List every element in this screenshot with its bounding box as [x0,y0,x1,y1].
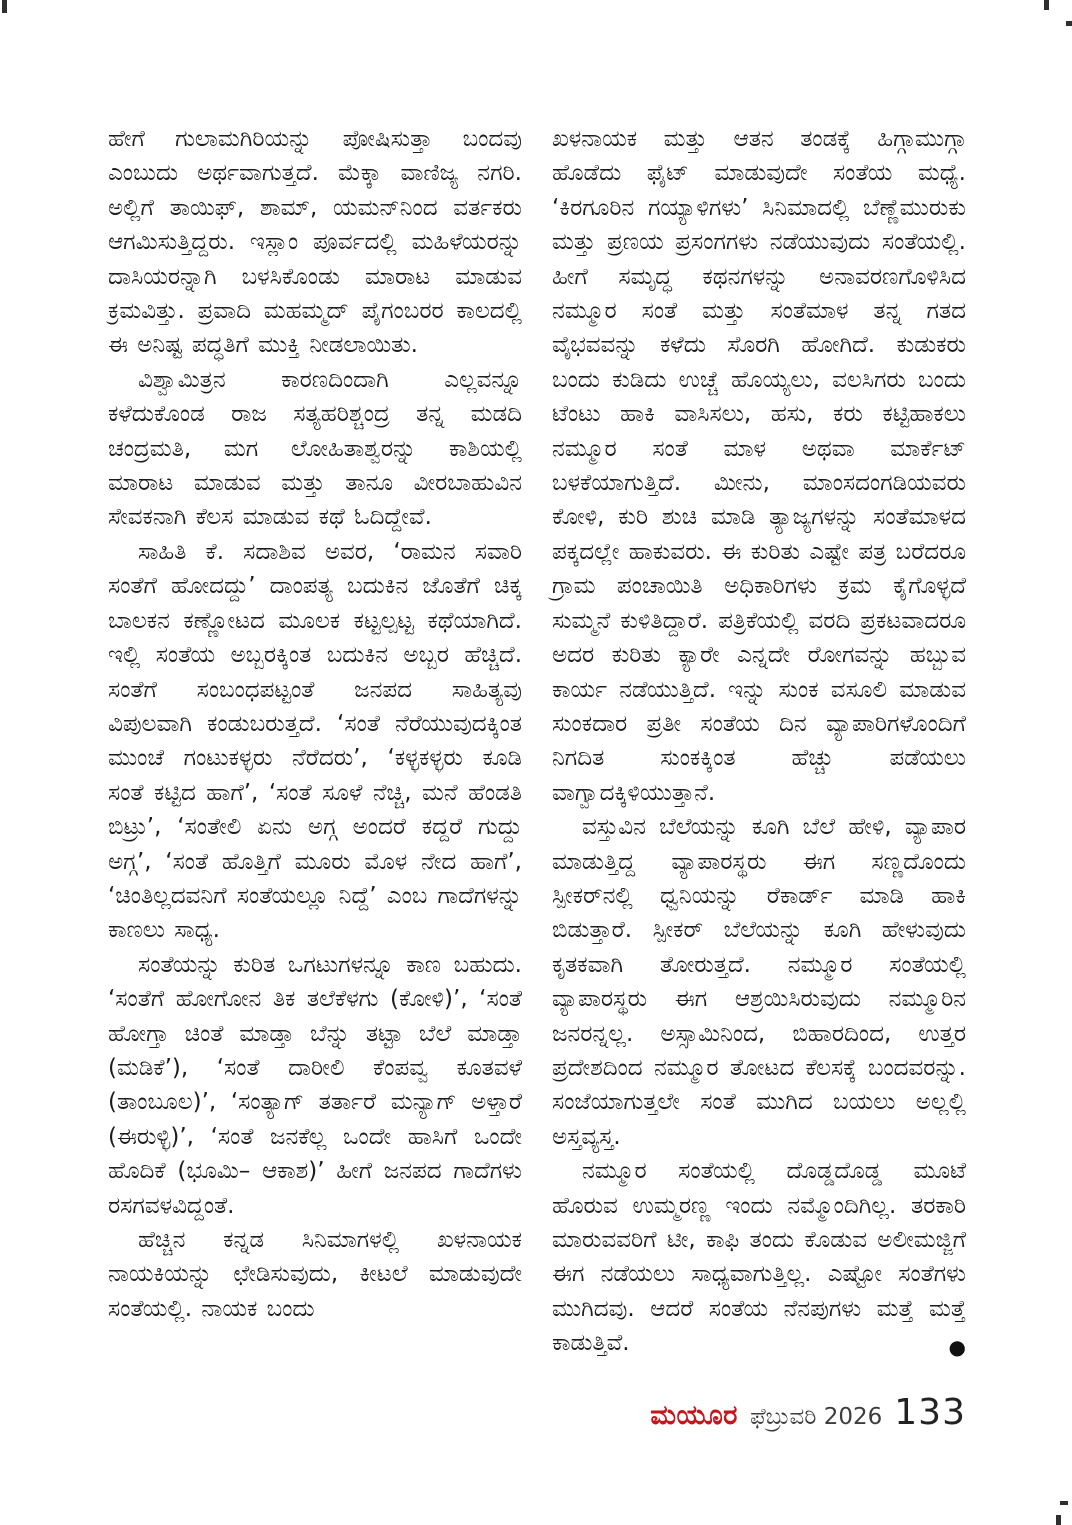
magazine-logo: ಮಯೂರ [650,1400,738,1431]
page-footer [552,1392,966,1433]
end-of-article-bullet-icon: ● [948,1334,966,1359]
crop-mark-top-right-bar [1044,0,1049,10]
paragraph: ಸಾಹಿತಿ ಕೆ. ಸದಾಶಿವ ಅವರ, ‘ರಾಮನ ಸವಾರಿ ಸಂತೆಗೆ ಹೋದದ್ದು’ ದಾಂಪತ್ಯ ಬದುಕಿನ ಜೊತೆಗೆ ಚಿಕ್ಕ ಬಾಲಕನ ಕಣ್ಣೋಟದ ಮೂಲಕ ಕಟ್ಟಲ್ಪಟ್ಟ ಕಥೆಯಾಗಿದೆ. ಇಲ್ಲಿ ಸಂತೆಯ ಅಬ್ಬರಕ್ಕಿಂತ ಬದುಕಿನ ಅಬ್ಬರ ಹೆಚ್ಚಿದೆ. ಸಂತೆಗೆ ಸಂಬಂಧಪಟ್ಟಂತೆ ಜನಪದ ಸಾಹಿತ್ಯವು ವಿಪುಲವಾಗಿ ಕಂಡುಬರುತ್ತದೆ. ‘ಸಂತೆ ನೆರೆಯುವುದಕ್ಕಿಂತ ಮುಂಚೆ ಗಂಟುಕಳ್ಳರು ನೆರೆದರು’, ‘ಕಳ್ಳಕಳ್ಳರು ಕೂಡಿ ಸಂತೆ ಕಟ್ಟಿದ ಹಾಗೆ’, ‘ಸಂತೆ ಸೂಳೆ ನೆಚ್ಚಿ, ಮನೆ ಹೆಂಡತಿ ಬಿಟ್ರು’, ‘ಸಂತೇಲಿ ಏನು ಅಗ್ಗ ಅಂದರೆ ಕದ್ದರೆ ಗುದ್ದು ಅಗ್ಗ’, ‘ಸಂತೆ ಹೊತ್ತಿಗೆ ಮೂರು ಮೊಳ ನೇದ ಹಾಗೆ’, ‘ಚಿಂತಿಲ್ಲದವನಿಗೆ ಸಂತೆಯಲ್ಲೂ ನಿದ್ದೆ’ ಎಂಬ ಗಾದೆಗಳನ್ನು ಕಾಣಲು ಸಾಧ್ಯ. [108,538,522,944]
paragraph: ವಸ್ತುವಿನ ಬೆಲೆಯನ್ನು ಕೂಗಿ ಬೆಲೆ ಹೇಳಿ, ವ್ಯಾಪಾರ ಮಾಡುತ್ತಿದ್ದ ವ್ಯಾಪಾರಸ್ಥರು ಈಗ ಸಣ್ಣದೊಂದು ಸ್ಪೀಕರ್‌ನಲ್ಲಿ ಧ್ವನಿಯನ್ನು ರೆಕಾರ್ಡ್ ಮಾಡಿ ಹಾಕಿ ಬಿಡುತ್ತಾರೆ. ಸ್ಪೀಕರ್ ಬೆಲೆಯನ್ನು ಕೂಗಿ ಹೇಳುವುದು ಕೃತಕವಾಗಿ ತೋರುತ್ತದೆ. ನಮ್ಮೂರ ಸಂತೆಯಲ್ಲಿ ವ್ಯಾಪಾರಸ್ಥರು ಈಗ ಆಶ್ರಯಿಸಿರುವುದು ನಮ್ಮೂರಿನ ಜನರನ್ನಲ್ಲ. ಅಸ್ಸಾಮಿನಿಂದ, ಬಿಹಾರದಿಂದ, ಉತ್ತರ ಪ್ರದೇಶದಿಂದ ನಮ್ಮೂರ ತೋಟದ ಕೆಲಸಕ್ಕೆ ಬಂದವರನ್ನು. ಸಂಜೆಯಾಗುತ್ತಲೇ ಸಂತೆ ಮುಗಿದ ಬಯಲು ಅಲ್ಲಲ್ಲಿ ಅಸ್ತವ್ಯಸ್ತ. [552,814,966,1150]
crop-mark-top-right-dash [1066,21,1072,26]
paragraph-text: ನಮ್ಮೂರ ಸಂತೆಯಲ್ಲಿ ದೊಡ್ಡದೊಡ್ಡ ಮೂಟೆ ಹೊರುವ ಉಮ್ಮರಣ್ಣ ಇಂದು ನಮ್ಮೊಂದಿಗಿಲ್ಲ. ತರಕಾರಿ ಮಾರುವವರಿಗೆ ಟೀ, ಕಾಫಿ ತಂದು ಕೊಡುವ ಅಲೀಮಜ್ಜಿಗೆ ಈಗ ನಡೆಯಲು ಸಾಧ್ಯವಾಗುತ್ತಿಲ್ಲ. ಎಷ್ಟೋ ಸಂತೆಗಳು ಮುಗಿದವು. ಆದರೆ ಸಂತೆಯ ನೆನಪುಗಳು ಮತ್ತೆ ಮತ್ತೆ ಕಾಡುತ್ತಿವೆ. [552,1158,966,1357]
paragraph: ಹೇಗೆ ಗುಲಾಮಗಿರಿಯನ್ನು ಪೋಷಿಸುತ್ತಾ ಬಂದವು ಎಂಬುದು ಅರ್ಥವಾಗುತ್ತದೆ. ಮೆಕ್ಕಾ ವಾಣಿಜ್ಯ ನಗರಿ. ಅಲ್ಲಿಗೆ ತಾಯಿಫ್, ಶಾಮ್, ಯಮನ್‌ನಿಂದ ವರ್ತಕರು ಆಗಮಿಸುತ್ತಿದ್ದರು. ಇಸ್ಲಾಂ ಪೂರ್ವದಲ್ಲಿ ಮಹಿಳೆಯರನ್ನು ದಾಸಿಯರನ್ನಾಗಿ ಬಳಸಿಕೊಂಡು ಮಾರಾಟ ಮಾಡುವ ಕ್ರಮವಿತ್ತು. ಪ್ರವಾದಿ ಮಹಮ್ಮದ್ ಪೈಗಂಬರರ ಕಾಲದಲ್ಲಿ ಈ ಅನಿಷ್ಟ ಪದ್ಧತಿಗೆ ಮುಕ್ತಿ ನೀಡಲಾಯಿತು. [108,126,522,359]
article-left-column [108,122,522,1326]
paragraph: ಖಳನಾಯಕ ಮತ್ತು ಆತನ ತಂಡಕ್ಕೆ ಹಿಗ್ಗಾಮುಗ್ಗಾ ಹೊಡೆದು ಫೈಟ್ ಮಾಡುವುದೇ ಸಂತೆಯ ಮಧ್ಯೆ. ‘ಕಿರಗೂರಿನ ಗಯ್ಯಾಳಿಗಳು’ ಸಿನಿಮಾದಲ್ಲಿ ಬೆಣ್ಣೆಮುರುಕು ಮತ್ತು ಪ್ರಣಯ ಪ್ರಸಂಗಗಳು ನಡೆಯುವುದು ಸಂತೆಯಲ್ಲಿ. ಹೀಗೆ ಸಮೃದ್ಧ ಕಥನಗಳನ್ನು ಅನಾವರಣಗೊಳಿಸಿದ ನಮ್ಮೂರ ಸಂತೆ ಮತ್ತು ಸಂತೆಮಾಳ ತನ್ನ ಗತದ ವೈಭವವನ್ನು ಕಳೆದು ಸೊರಗಿ ಹೋಗಿದೆ. ಕುಡುಕರು ಬಂದು ಕುಡಿದು ಉಚ್ಚೆ ಹೊಯ್ಯಲು, ವಲಸಿಗರು ಬಂದು ಟೆಂಟು ಹಾಕಿ ವಾಸಿಸಲು, ಹಸು, ಕರು ಕಟ್ಟಿಹಾಕಲು ನಮ್ಮೂರ ಸಂತೆ ಮಾಳ ಅಥವಾ ಮಾರ್ಕೆಟ್ ಬಳಕೆಯಾಗುತ್ತಿದೆ. ಮೀನು, ಮಾಂಸದಂಗಡಿಯವರು ಕೋಳಿ, ಕುರಿ ಶುಚಿ ಮಾಡಿ ತ್ಯಾಜ್ಯಗಳನ್ನು ಸಂತೆಮಾಳದ ಪಕ್ಕದಲ್ಲೇ ಹಾಕುವರು. ಈ ಕುರಿತು ಎಷ್ಟೇ ಪತ್ರ ಬರೆದರೂ ಗ್ರಾಮ ಪಂಚಾಯಿತಿ ಅಧಿಕಾರಿಗಳು ಕ್ರಮ ಕೈಗೊಳ್ಳದೆ ಸುಮ್ಮನೆ ಕುಳಿತಿದ್ದಾರೆ. ಪತ್ರಿಕೆಯಲ್ಲಿ ವರದಿ ಪ್ರಕಟವಾದರೂ ಅದರ ಕುರಿತು ಕ್ಯಾರೇ ಎನ್ನದೇ ರೋಗವನ್ನು ಹಬ್ಬುವ ಕಾರ್ಯ ನಡೆಯುತ್ತಿದೆ. ಇನ್ನು ಸುಂಕ ವಸೂಲಿ ಮಾಡುವ ಸುಂಕದಾರ ಪ್ರತೀ ಸಂತೆಯ ದಿನ ವ್ಯಾಪಾರಿಗಳೊಂದಿಗೆ ನಿಗದಿತ ಸುಂಕಕ್ಕಿಂತ ಹೆಚ್ಚು ಪಡೆಯಲು ವಾಗ್ವಾದಕ್ಕಿಳಿಯುತ್ತಾನೆ. [552,126,966,806]
crop-mark-top-left [2,0,7,13]
paragraph: ಹೆಚ್ಚಿನ ಕನ್ನಡ ಸಿನಿಮಾಗಳಲ್ಲಿ ಖಳನಾಯಕ ನಾಯಕಿಯನ್ನು ಛೇಡಿಸುವುದು, ಕೀಟಲೆ ಮಾಡುವುದೇ ಸಂತೆಯಲ್ಲಿ. ನಾಯಕ ಬಂದು [108,1227,522,1322]
footer-page-number: 133 [894,1392,966,1433]
paragraph [552,1154,966,1360]
crop-mark-bottom-right-bar [1056,1515,1061,1525]
crop-mark-bottom-right-dash [1060,1501,1068,1505]
footer-issue-date: ಫೆಬ್ರುವರಿ 2026 [749,1404,883,1430]
article-right-column [552,122,966,1361]
paragraph: ವಿಶ್ವಾಮಿತ್ರನ ಕಾರಣದಿಂದಾಗಿ ಎಲ್ಲವನ್ನೂ ಕಳೆದುಕೊಂಡ ರಾಜ ಸತ್ಯಹರಿಶ್ಚಂದ್ರ ತನ್ನ ಮಡದಿ ಚಂದ್ರಮತಿ, ಮಗ ಲೋಹಿತಾಶ್ವರನ್ನು ಕಾಶಿಯಲ್ಲಿ ಮಾರಾಟ ಮಾಡುವ ಮತ್ತು ತಾನೂ ವೀರಬಾಹುವಿನ ಸೇವಕನಾಗಿ ಕೆಲಸ ಮಾಡುವ ಕಥೆ ಓದಿದ್ದೇವೆ. [108,366,522,531]
paragraph: ಸಂತೆಯನ್ನು ಕುರಿತ ಒಗಟುಗಳನ್ನೂ ಕಾಣ ಬಹುದು. ‘ಸಂತೆಗೆ ಹೋಗೋನ ತಿಕ ತಲೆಕೆಳಗು (ಕೋಳಿ)’, ‘ಸಂತೆ ಹೋಗ್ತಾ ಚಿಂತೆ ಮಾಡ್ತಾ ಬೆನ್ನು ತಟ್ಟಾ ಬೆಲೆ ಮಾಡ್ತಾ (ಮಡಿಕೆ’), ‘ಸಂತೆ ದಾರೀಲಿ ಕೆಂಪವ್ವ ಕೂತವಳೆ (ತಾಂಬೂಲ)’, ‘ಸಂತ್ಯಾಗ್ ತರ್ತಾರೆ ಮನ್ಯಾಗ್ ಅಳ್ತಾರೆ (ಈರುಳ್ಳಿ)’, ‘ಸಂತೆ ಜನಕೆಲ್ಲ ಒಂದೇ ಹಾಸಿಗೆ ಒಂದೇ ಹೊದಿಕೆ (ಭೂಮಿ– ಆಕಾಶ)’ ಹೀಗೆ ಜನಪದ ಗಾದೆಗಳು ರಸಗವಳವಿದ್ದಂತೆ. [108,951,522,1219]
